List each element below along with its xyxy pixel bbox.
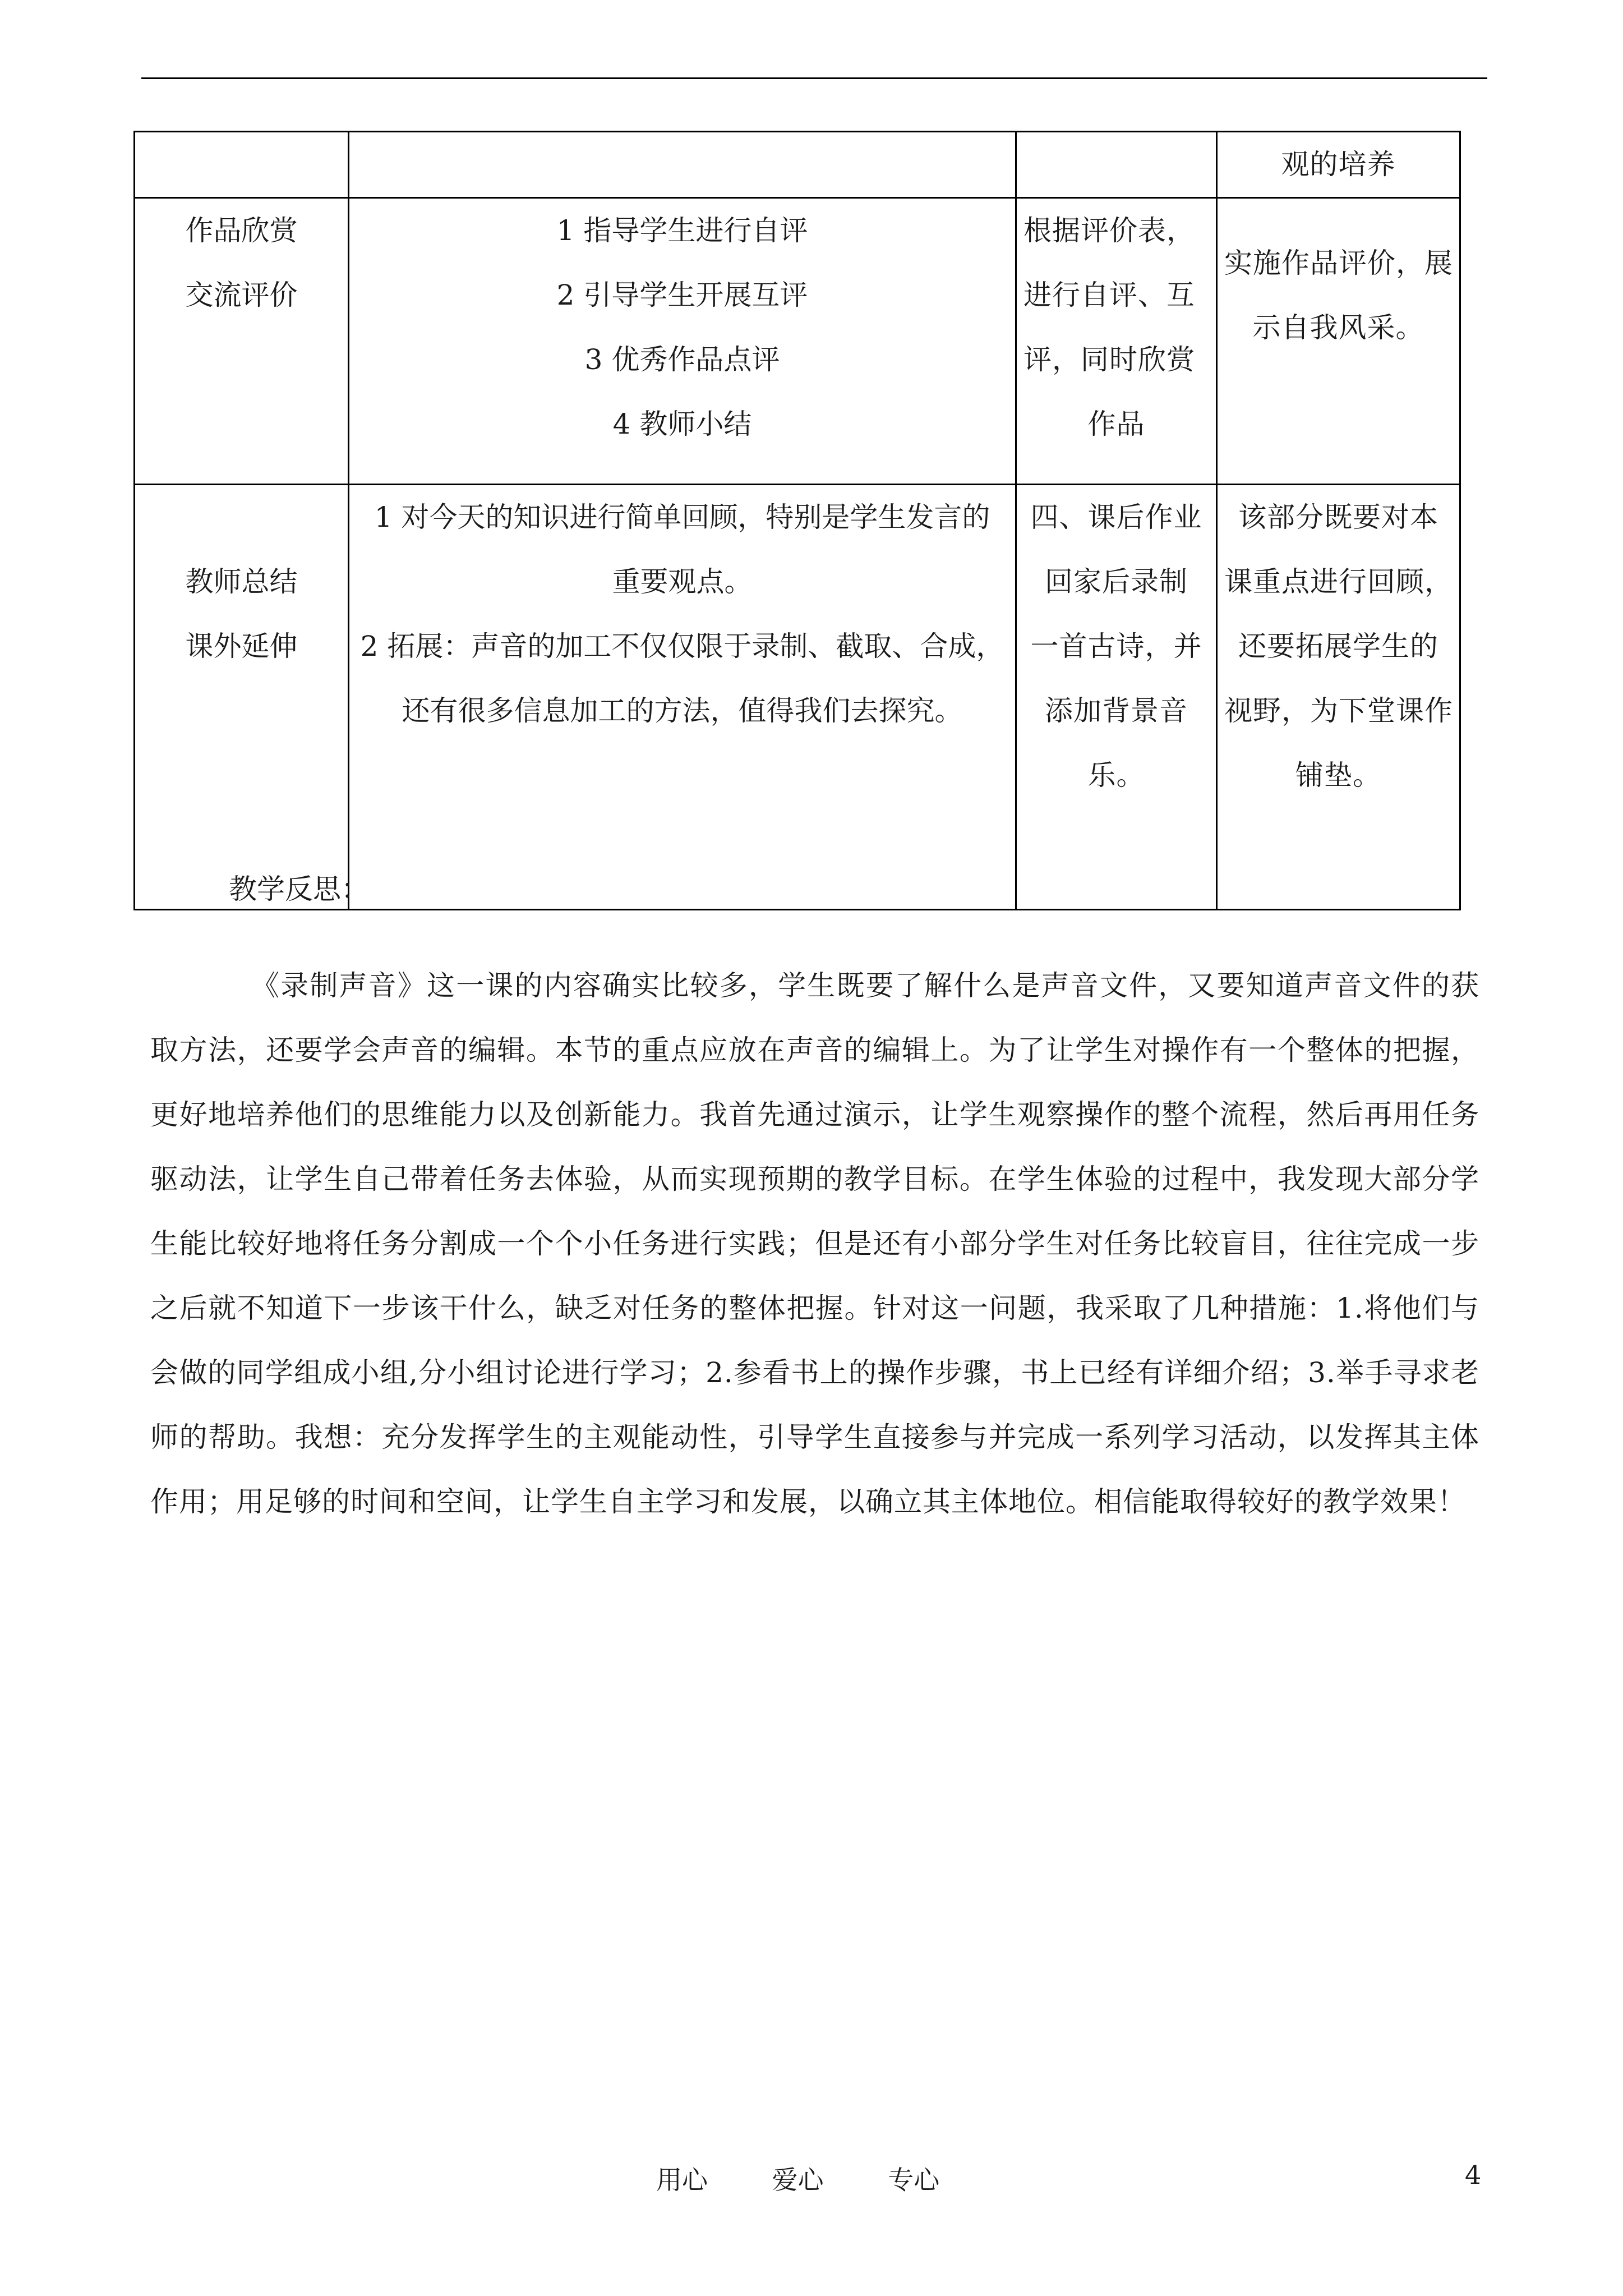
lesson-plan-table (133, 131, 1461, 910)
student-activity-cell: 根据评价表， 进行自评、互 评，同时欣赏 作品 (1016, 198, 1217, 485)
teacher-activity-cell: 1 对今天的知识进行简单回顾，特别是学生发言的 重要观点。 2 拓展：声音的加工不仅仅限于录制、截取、合成， 还有很多信息加工的方法，值得我们去探究。 (349, 485, 1016, 910)
footer-motto: 爱心 (772, 2165, 824, 2195)
footer-motto: 专心 (888, 2165, 940, 2195)
student-activity-cell: 四、课后作业 回家后录制 一首古诗，并 添加背景音 乐。 (1016, 485, 1217, 910)
stage-cell: 作品欣赏 交流评价 (135, 198, 349, 485)
stage-cell: 教师总结 课外延伸 (135, 485, 349, 910)
teacher-activity-cell (349, 132, 1016, 198)
table-row (135, 198, 1460, 485)
stage-cell (135, 132, 349, 198)
table-row (135, 485, 1460, 910)
page-number: 4 (1465, 2160, 1482, 2190)
student-activity-cell (1016, 132, 1217, 198)
design-intent-cell: 观的培养 (1217, 132, 1460, 198)
reflection-title: 教学反思： (229, 873, 369, 905)
design-intent-cell: 该部分既要对本 课重点进行回顾， 还要拓展学生的 视野，为下堂课作 铺垫。 (1217, 485, 1460, 910)
teacher-activity-cell: 1 指导学生进行自评 2 引导学生开展互评 3 优秀作品点评 4 教师小结 (349, 198, 1016, 485)
table-row (135, 132, 1460, 198)
reflection-body: 《录制声音》这一课的内容确实比较多，学生既要了解什么是声音文件，又要知道声音文件的获取方法，还要学会声音的编辑。本节的重点应放在声音的编辑上。为了让学生对操作有一个整体的把握，更好地培养他们的思维能力以及创新能力。我首先通过演示，让学生观察操作的整个流程，然后再用任务驱动法，让学生自己带着任务去体验，从而实现预期的教学目标。在学生体验的过程中，我发现大部分学生能比较好地将任务分割成一个个小任务进行实践；但是还有小部分学生对任务比较盲目，往往完成一步之后就不知道下一步该干什么，缺乏对任务的整体把握。针对这一问题，我采取了几种措施：1.将他们与会做的同学组成小组,分小组讨论进行学习；2.参看书上的操作步骤，书上已经有详细介绍；3.举手寻求老师的帮助。我想：充分发挥学生的主观能动性，引导学生直接参与并完成一系列学习活动，以发挥其主体作用；用足够的时间和空间，让学生自主学习和发展，以确立其主体地位。相信能取得较好的教学效果！ (150, 969, 1479, 1518)
design-intent-cell: 实施作品评价，展 示自我风采。 (1217, 198, 1460, 485)
footer-mottos (656, 2160, 995, 2197)
header-rule (141, 77, 1487, 79)
footer-motto: 用心 (656, 2165, 708, 2195)
